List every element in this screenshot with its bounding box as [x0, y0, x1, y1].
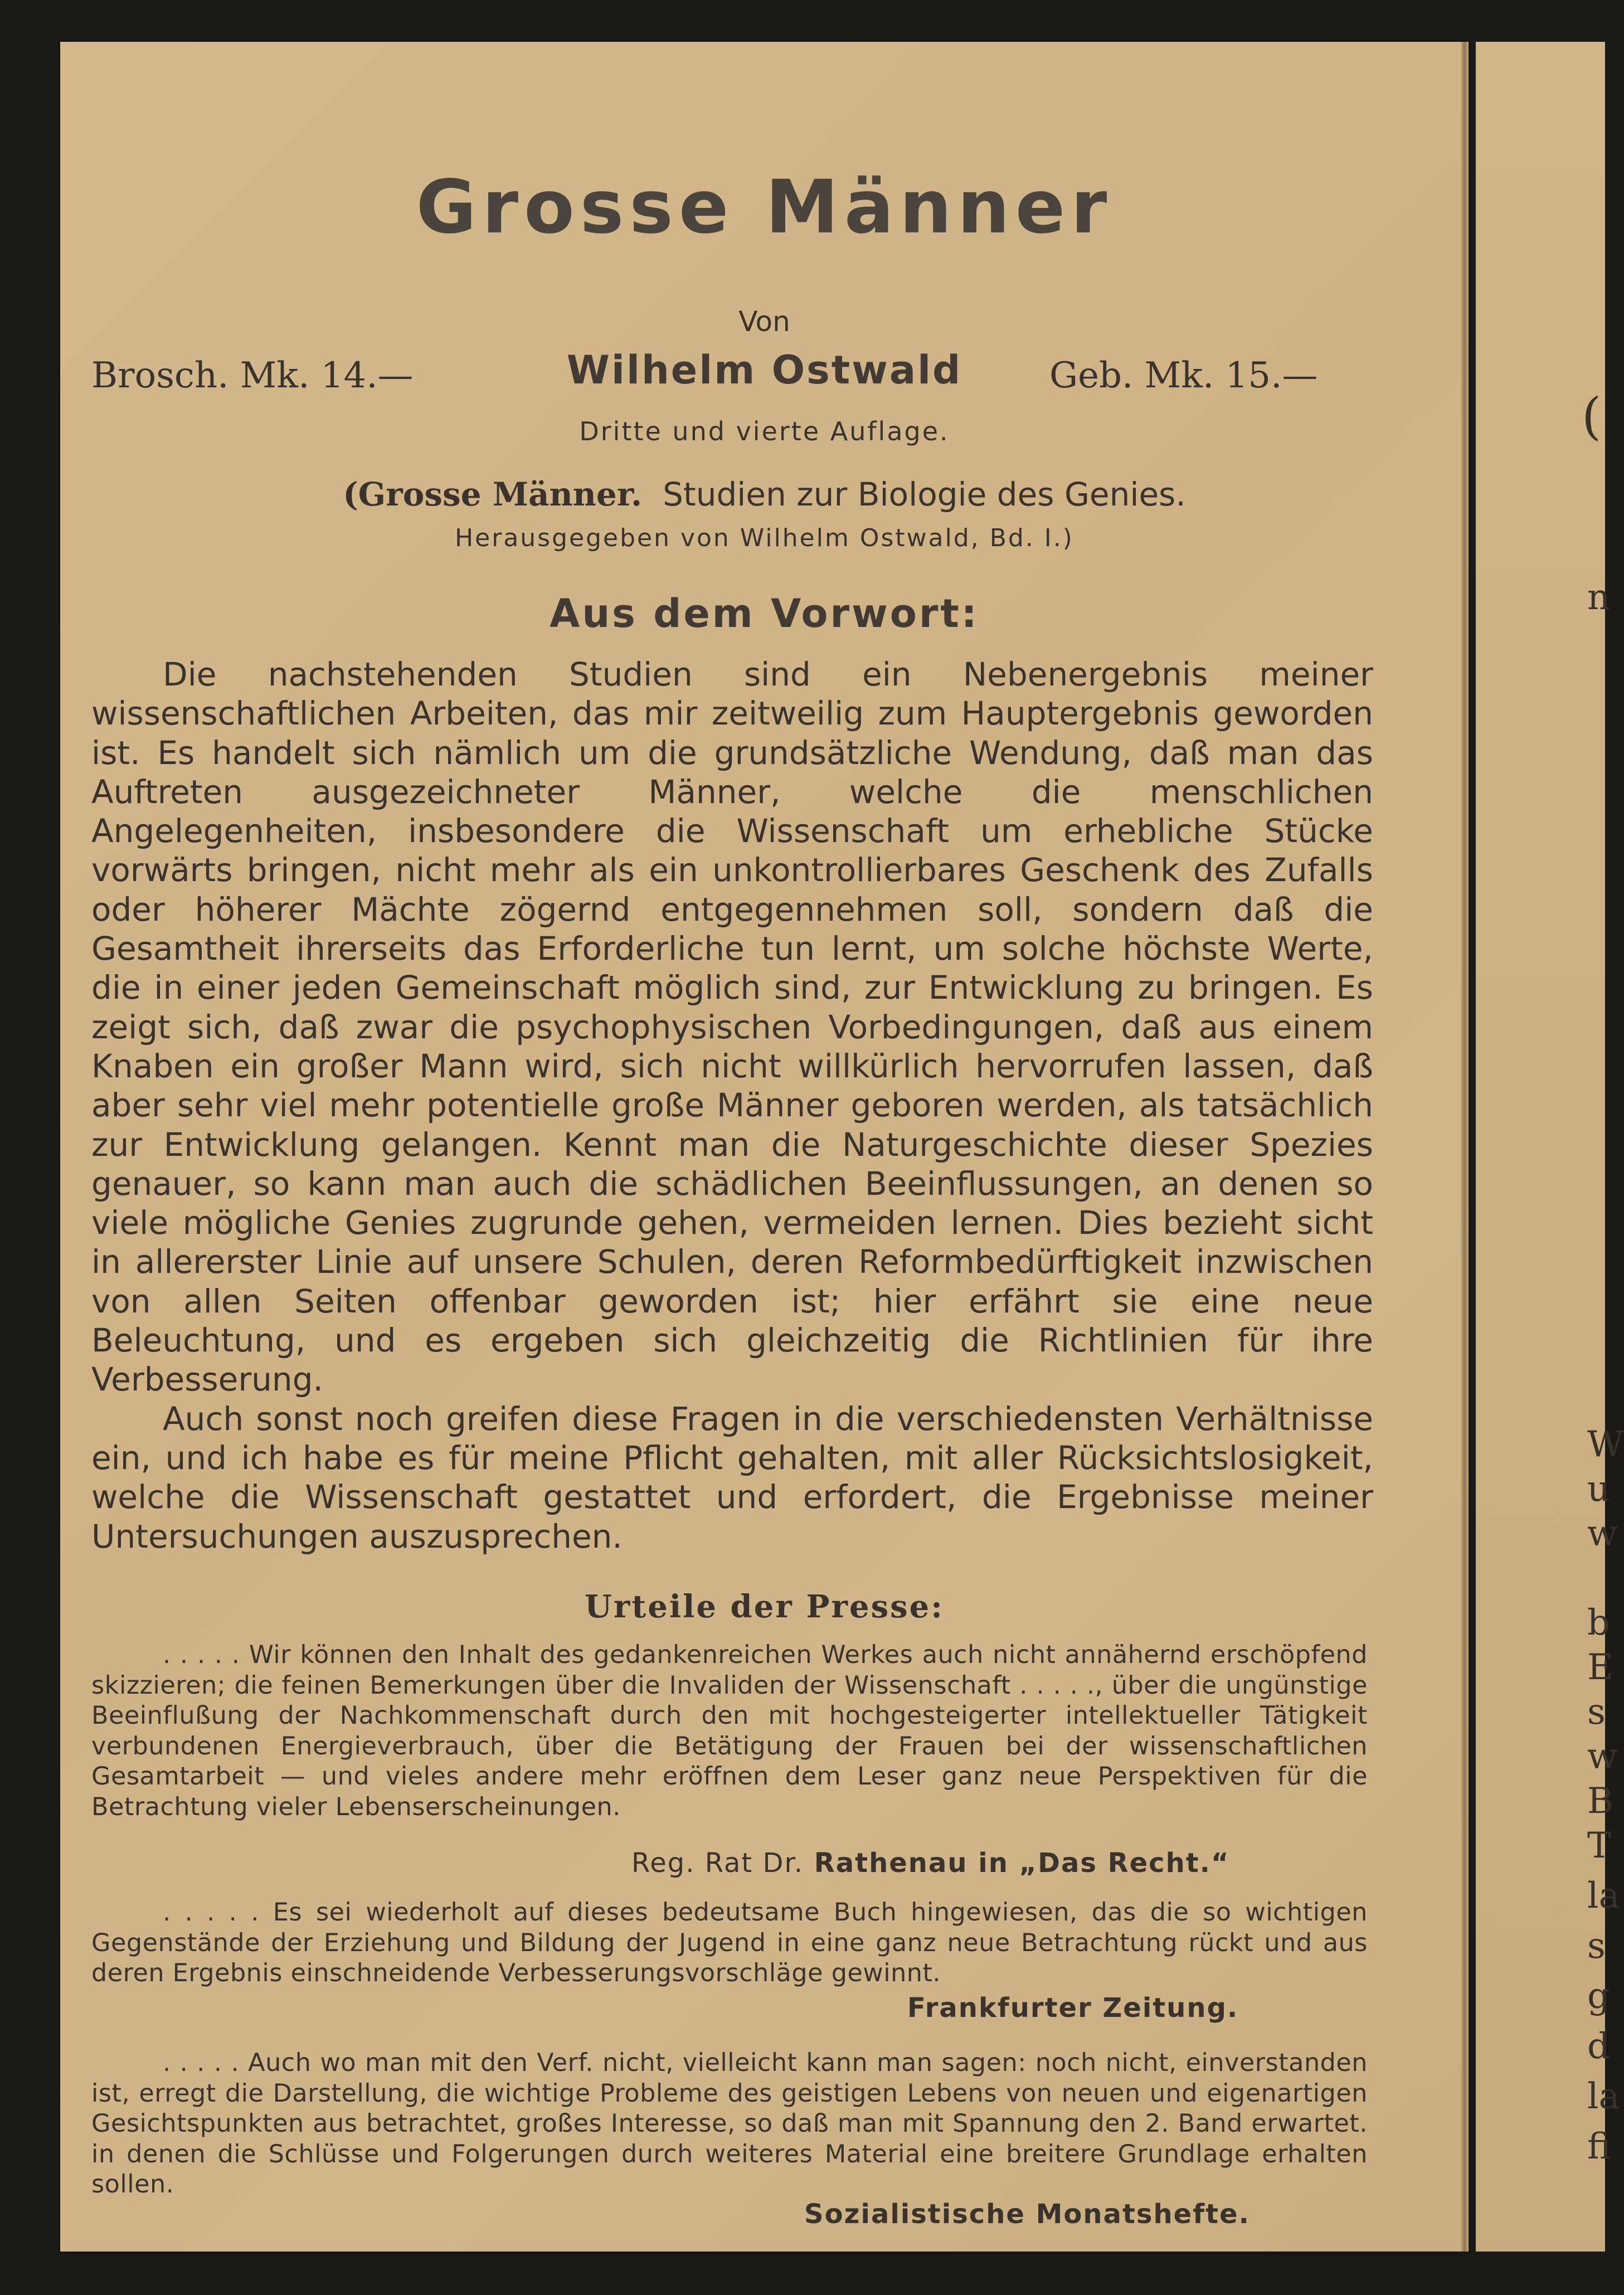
foreword-paragraph: Die nachstehenden Studien sind ein Nebenergebnis meiner wissenschaftlichen Arbeiten, das mir zeitweilig zum Hauptergebnis geworden ist. Es handelt sich nämlich um die grundsätzliche Wendung, daß man das Auftreten ausgezeichneter Männer, welche die menschlichen Angelegenheiten, insbesondere die Wissenschaft um erhebliche Stücke vorwärts bringen, nicht mehr als ein unkontrollierbares Geschenk des Zufalls oder höherer Mächte zögernd entgegennehmen soll, sondern daß die Gesamtheit ihrerseits das Erforderliche tun lernt, um solche höchste Werte, die in einer jeden Gemeinschaft möglich sind, zur Entwicklung zu bringen. Es zeigt sich, daß zwar die psychophysischen Vorbedingungen, daß aus einem Knaben ein großer Mann wird, sich nicht willkürlich hervorrufen lassen, daß aber sehr viel mehr potentielle große Männer geboren werden, als tatsächlich zur Entwicklung gelangen. Kennt man die Naturgeschichte dieser Spezies genauer, so kann man auch die schädlichen Beeinflussungen, an denen so viele mögliche Genies zugrunde gehen, vermeiden lernen. Dies bezieht sicht in allererster Linie auf unsere Schulen, deren Reformbedürftigkeit inzwischen von allen Seiten offenbar geworden ist; hier erfährt sie eine neue Beleuchtung, und es ergeben sich gleichzeitig die Richtlinien für ihre Verbesserung. — [91, 655, 1373, 1399]
review-source — [631, 1847, 1230, 1879]
adjacent-fragment: E — [1587, 1647, 1613, 1688]
adjacent-fragment: la — [1587, 1875, 1620, 1917]
review-text: . . . . . Wir können den Inhalt des gedankenreichen Werkes auch nicht annähernd erschöpfend skizzieren; die feinen Bemerkungen über die Invaliden der Wissenschaft . . . . ., über die ungünstige Beeinflußung der Nachkommenschaft durch den mit hochgesteigerter intellektueller Tätigkeit verbundenen Energieverbrauch, über die Betätigung der Frauen bei der wissenschaftlichen Gesamtarbeit — und vieles andere mehr eröffnen dem Leser ganz neue Perspektiven für die Betrachtung vieler Lebenserscheinungen. — [91, 1641, 1368, 1821]
review-source: Sozialistische Monatshefte. — [804, 2199, 1250, 2230]
adjacent-fragment: W — [1587, 1424, 1624, 1465]
edition-note: Dritte und vierte Auflage. — [579, 416, 950, 446]
foreword-paragraph: Auch sonst noch greifen diese Fragen in die verschiedensten Verhältnisse ein, und ich habe es für meine Pflicht gehalten, mit aller Rücksichtslosigkeit, welche die Wissenschaft gestattet und erfordert, die Ergebnisse meiner Untersuchungen auszusprechen. — [91, 1399, 1373, 1555]
page-title: Grosse Männer — [416, 164, 1113, 250]
adjacent-fragment: s — [1587, 1691, 1606, 1733]
review-quote — [91, 1898, 1368, 1989]
review-text: . . . . . Es sei wiederholt auf dieses bedeutsame Buch hingewiesen, das die so wichtigen Gegenstände der Erziehung und Bildung der Jugend in eine ganz neue Betrachtung rückt und aus deren Ergebnis einschneidende Verbesserungsvorschläge gewinnt. — [91, 1898, 1368, 1987]
adjacent-fragment: T — [1587, 1825, 1611, 1866]
price-brosch: Brosch. Mk. 14.— — [91, 355, 414, 396]
foreword-heading: Aus dem Vorwort: — [550, 591, 979, 636]
adjacent-fragment: u — [1587, 1469, 1611, 1510]
review-text: . . . . . Auch wo man mit den Verf. nicht, vielleicht kann man sagen: noch nicht, einverstanden ist, erregt die Darstellung, die wichtige Probleme des geistigen Lebens von neuen und eigenartigen Gesichtspunkten aus betrachtet, großes Interesse, so daß man mit Spannung den 2. Band erwartet. in denen die Schlüsse und Folgerungen durch weiteres Material eine breitere Grundlage erhalten sollen. — [91, 2049, 1368, 2199]
adjacent-fragment: la — [1587, 2076, 1620, 2117]
adjacent-fragment: b — [1587, 1602, 1610, 1644]
review-source: Frankfurter Zeitung. — [907, 1992, 1239, 2024]
adjacent-fragment: B — [1587, 1781, 1614, 1822]
series-editor: Herausgegeben von Wilhelm Ostwald, Bd. I.) — [455, 524, 1074, 552]
adjacent-fragment: fi — [1587, 2126, 1611, 2167]
von-label: Von — [738, 305, 790, 338]
adjacent-fragment: w — [1587, 1736, 1618, 1777]
foreword-body — [91, 655, 1373, 1556]
adjacent-fragment: ( — [1582, 387, 1602, 446]
adjacent-fragment: w — [1587, 1513, 1618, 1554]
press-heading: Urteile der Presse: — [585, 1588, 944, 1625]
adjacent-fragment: n — [1587, 577, 1611, 618]
price-gebunden: Geb. Mk. 15.— — [1049, 355, 1318, 396]
series-name: (Grosse Männer. — [343, 475, 643, 513]
review-source-name: Rathenau in „Das Recht.“ — [814, 1847, 1230, 1879]
adjacent-fragment: g — [1587, 1976, 1610, 2017]
adjacent-fragment: s — [1587, 1926, 1606, 1967]
series-subtitle: Studien zur Biologie des Genies. — [663, 475, 1186, 513]
document-page — [60, 42, 1469, 2252]
author-name: Wilhelm Ostwald — [566, 347, 962, 393]
review-quote — [91, 2048, 1368, 2200]
adjacent-fragment: d — [1587, 2026, 1610, 2067]
review-source-prefix: Reg. Rat Dr. — [631, 1847, 804, 1879]
adjacent-page — [1476, 42, 1624, 2252]
review-quote — [91, 1640, 1368, 1822]
series-line — [60, 475, 1469, 513]
page-fold — [1461, 42, 1468, 2252]
